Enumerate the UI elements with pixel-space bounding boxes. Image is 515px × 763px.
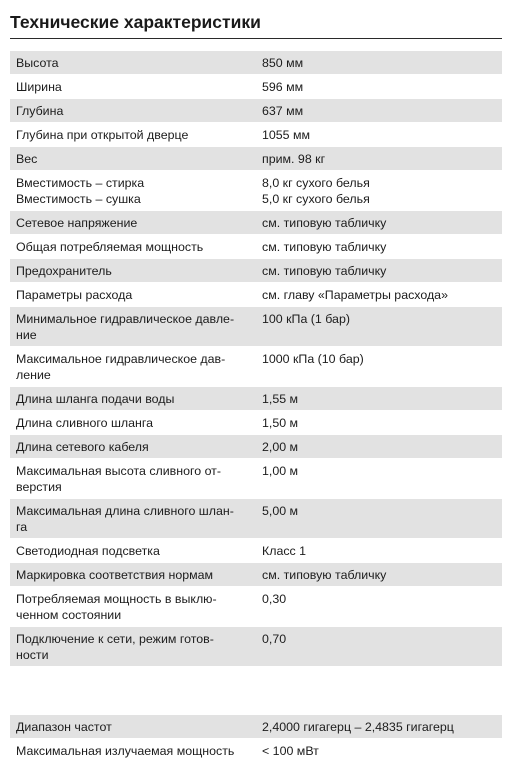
spec-value-cell: 596 мм	[256, 75, 502, 99]
table-row	[10, 75, 502, 99]
spec-name-cell: Подключение к сети, режим готов- ности	[10, 627, 256, 667]
spec-value-cell: 100 кПа (1 бар)	[256, 307, 502, 347]
spec-value-cell: 5,00 м	[256, 499, 502, 539]
table-row	[10, 739, 502, 763]
table-row	[10, 627, 502, 667]
spec-name-cell: Глубина	[10, 99, 256, 123]
radio-specs-table-body	[10, 715, 502, 763]
spec-name-cell: Минимальное гидравлическое давле- ние	[10, 307, 256, 347]
spec-value-cell: 1000 кПа (10 бар)	[256, 347, 502, 387]
table-row	[10, 563, 502, 587]
table-row	[10, 283, 502, 307]
spec-name-cell: Предохранитель	[10, 259, 256, 283]
spec-name-cell: Параметры расхода	[10, 283, 256, 307]
spec-value-cell: см. типовую табличку	[256, 563, 502, 587]
table-row	[10, 123, 502, 147]
spec-value-cell: 1,55 м	[256, 387, 502, 411]
spec-name-cell: Глубина при открытой дверце	[10, 123, 256, 147]
spec-name-cell: Длина сливного шланга	[10, 411, 256, 435]
spec-name-cell: Маркировка соответствия нормам	[10, 563, 256, 587]
spec-name-cell: Сетевое напряжение	[10, 211, 256, 235]
table-row	[10, 715, 502, 739]
table-row	[10, 51, 502, 75]
table-row	[10, 435, 502, 459]
spec-name-cell: Длина шланга подачи воды	[10, 387, 256, 411]
table-row	[10, 259, 502, 283]
spec-name-cell: Длина сетевого кабеля	[10, 435, 256, 459]
spec-value-cell: см. типовую табличку	[256, 211, 502, 235]
table-row	[10, 307, 502, 347]
spec-value-cell: см. типовую табличку	[256, 235, 502, 259]
spec-value-cell: 2,00 м	[256, 435, 502, 459]
spec-name-cell: Вес	[10, 147, 256, 171]
table-row	[10, 171, 502, 211]
section-gap	[10, 667, 502, 715]
spec-name-cell: Вместимость – стирка Вместимость – сушка	[10, 171, 256, 211]
spec-name-cell: Максимальная излучаемая мощность	[10, 739, 256, 763]
table-row	[10, 211, 502, 235]
spec-name-cell: Диапазон частот	[10, 715, 256, 739]
spec-value-cell: Класс 1	[256, 539, 502, 563]
radio-specs-table	[10, 715, 502, 763]
spec-value-cell: см. типовую табличку	[256, 259, 502, 283]
table-row	[10, 387, 502, 411]
table-row	[10, 347, 502, 387]
specs-table	[10, 51, 502, 667]
spec-page	[10, 0, 502, 763]
spec-value-cell: 8,0 кг сухого белья 5,0 кг сухого белья	[256, 171, 502, 211]
title-divider	[10, 38, 502, 39]
spec-value-cell: 2,4000 гигагерц – 2,4835 гигагерц	[256, 715, 502, 739]
page-title: Технические характеристики	[10, 12, 261, 32]
table-row	[10, 235, 502, 259]
spec-value-cell: 1,50 м	[256, 411, 502, 435]
spec-name-cell: Высота	[10, 51, 256, 75]
spec-name-cell: Светодиодная подсветка	[10, 539, 256, 563]
table-row	[10, 459, 502, 499]
spec-value-cell: 0,30	[256, 587, 502, 627]
table-row	[10, 147, 502, 171]
table-row	[10, 587, 502, 627]
spec-value-cell: 1055 мм	[256, 123, 502, 147]
table-row	[10, 411, 502, 435]
spec-name-cell: Ширина	[10, 75, 256, 99]
table-row	[10, 99, 502, 123]
spec-name-cell: Максимальная длина сливного шлан- га	[10, 499, 256, 539]
spec-value-cell: 0,70	[256, 627, 502, 667]
specs-table-body	[10, 51, 502, 667]
table-row	[10, 499, 502, 539]
spec-value-cell: < 100 мВт	[256, 739, 502, 763]
spec-name-cell: Максимальная высота сливного от- верстия	[10, 459, 256, 499]
spec-value-cell: см. главу «Параметры расхода»	[256, 283, 502, 307]
spec-value-cell: 1,00 м	[256, 459, 502, 499]
table-row	[10, 539, 502, 563]
spec-value-cell: 637 мм	[256, 99, 502, 123]
spec-value-cell: 850 мм	[256, 51, 502, 75]
spec-value-cell: прим. 98 кг	[256, 147, 502, 171]
spec-name-cell: Общая потребляемая мощность	[10, 235, 256, 259]
spec-name-cell: Потребляемая мощность в выклю- ченном состоянии	[10, 587, 256, 627]
spec-name-cell: Максимальное гидравлическое дав- ление	[10, 347, 256, 387]
